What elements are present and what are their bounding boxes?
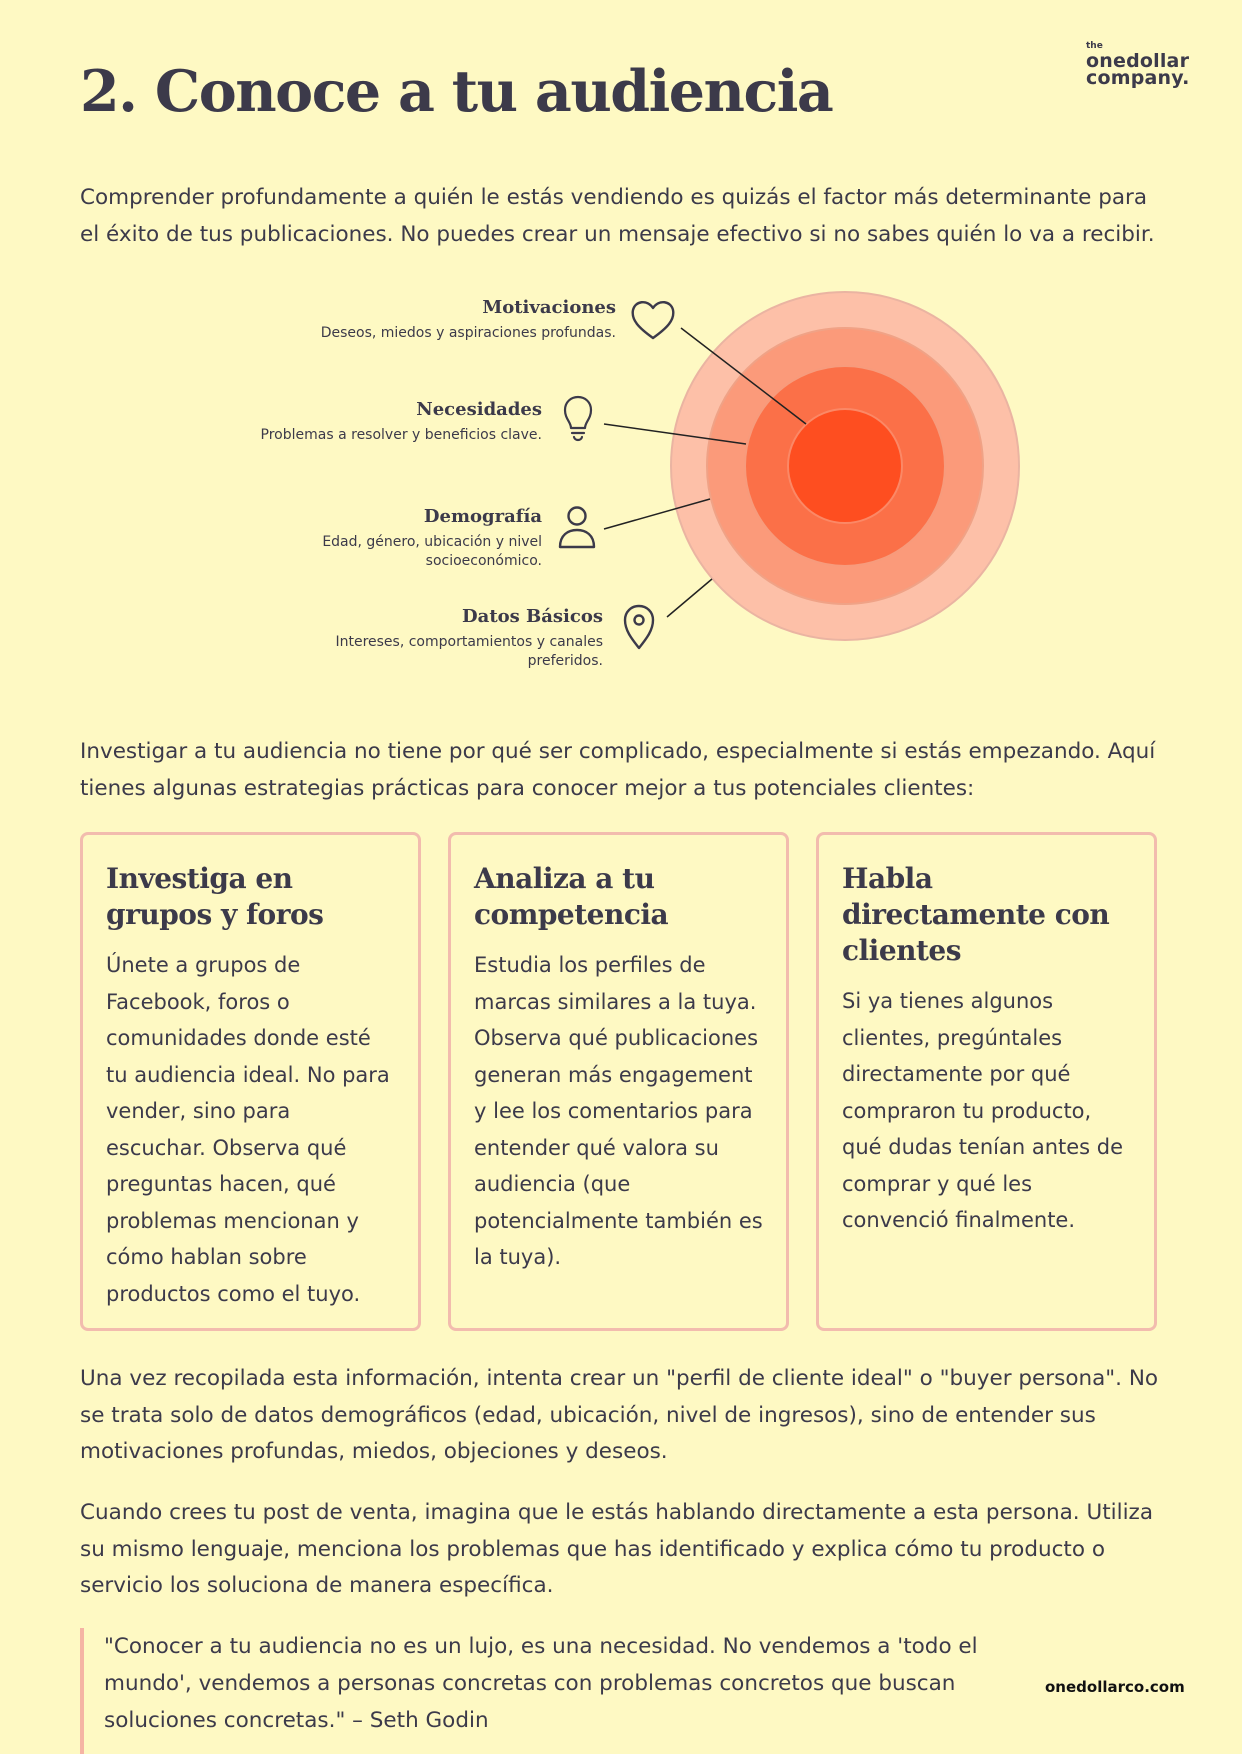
logo-line-1: onedollar: [1086, 50, 1190, 72]
person-icon: [560, 508, 594, 548]
card-body: Estudia los perfiles de marcas similares a la tuya. Observa qué publicaciones generan más engagement y lee los comentarios para entender qué valora su audiencia (que potencialmente también es la tuya).: [474, 953, 763, 1269]
heart-icon: [633, 302, 674, 338]
label-description: Edad, género, ubicación y nivel socioeconómico.: [322, 534, 542, 569]
quote-text: "Conocer a tu audiencia no es un lujo, es una necesidad. No vendemos a 'todo el mundo', vendemos a personas concretas con problemas concretos que buscan soluciones concretas." – Seth Godin: [104, 1634, 978, 1733]
logo-small-text: the: [1086, 41, 1103, 51]
label-title: Motivaciones: [482, 297, 616, 318]
strategy-card-groups: [80, 832, 421, 1331]
connector-datos-basicos: [667, 579, 712, 617]
audience-diagram: [0, 280, 1242, 700]
card-body: Únete a grupos de Facebook, foros o comunidades donde esté tu audiencia ideal. No para vender, sino para escuchar. Observa qué preguntas hacen, qué problemas mencionan y cómo hablan sobre productos como el tuyo.: [106, 953, 390, 1306]
card-title: Investiga en grupos y foros: [106, 862, 324, 931]
website-url: onedollarco.com: [1045, 1678, 1185, 1696]
brand-logo: [1086, 42, 1190, 88]
card-body: Si ya tienes algunos clientes, pregúntales directamente por qué compraron tu producto, qué dudas tenían antes de comprar y qué les convenció finalmente.: [842, 989, 1124, 1232]
buyer-persona-paragraph: Una vez recopilada esta información, intenta crear un "perfil de cliente ideal" o "buyer persona". No se trata solo de datos demográficos (edad, ubicación, nivel de ingresos), sino de entender sus motivaciones profundas, miedos, objeciones y deseos.: [80, 1366, 1159, 1464]
label-motivaciones: [321, 297, 616, 343]
label-title: Datos Básicos: [462, 606, 603, 627]
sales-post-paragraph: Cuando crees tu post de venta, imagina que le estás hablando directamente a esta persona. Utiliza su mismo lenguaje, menciona los problemas que has identificado y explica cómo tu producto o servicio los soluciona de manera específica.: [80, 1500, 1154, 1598]
strategy-card-competition: [448, 832, 789, 1331]
logo-line-2: company.: [1086, 67, 1190, 89]
map-pin-icon: [625, 606, 653, 648]
label-title: Necesidades: [416, 399, 542, 420]
label-description: Problemas a resolver y beneficios clave.: [260, 427, 542, 443]
quote-block: [80, 1628, 980, 1754]
label-description: Intereses, comportamientos y canales preferidos.: [335, 634, 603, 669]
page-title: 2. Conoce a tu audiencia: [80, 58, 833, 125]
intro-paragraph: Comprender profundamente a quién le estás vendiendo es quizás el factor más determinante para el éxito de tus publicaciones. No puedes crear un mensaje efectivo si no sabes quién lo va a recibir.: [80, 185, 1155, 247]
label-description: Deseos, miedos y aspiraciones profundas.: [320, 325, 616, 341]
card-title: Habla directamente con clientes: [842, 862, 1110, 967]
label-datos-basicos: [303, 606, 603, 671]
label-demografia: [282, 506, 542, 571]
strategy-card-clients: [816, 832, 1157, 1331]
target-rings: [0, 280, 1242, 700]
ring-core: [788, 409, 902, 523]
lightbulb-icon: [565, 397, 591, 440]
label-necesidades: [261, 399, 542, 445]
research-intro-paragraph: Investigar a tu audiencia no tiene por qué ser complicado, especialmente si estás empezando. Aquí tienes algunas estrategias prácticas para conocer mejor a tus potenciales clientes:: [80, 739, 1156, 801]
card-title: Analiza a tu competencia: [474, 862, 669, 931]
label-title: Demografía: [423, 506, 542, 527]
